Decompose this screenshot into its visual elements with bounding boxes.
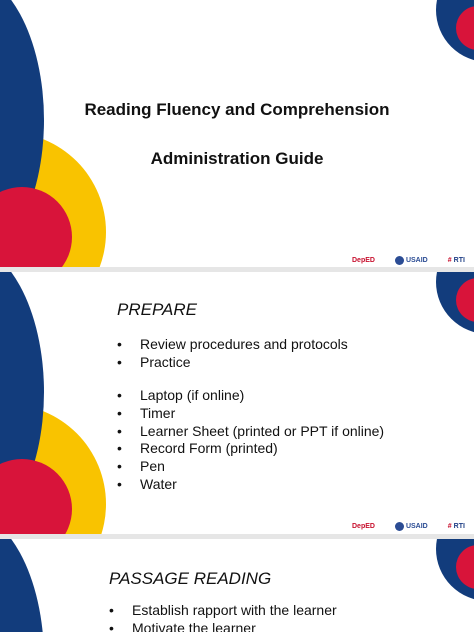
list-item: • Motivate the learner	[109, 619, 256, 632]
section-heading: PASSAGE READING	[109, 569, 272, 588]
list-item: • Pen	[117, 458, 165, 475]
rti-logo: # RTI	[447, 257, 465, 264]
slide-passage-reading	[0, 539, 474, 632]
prepare-list	[117, 336, 384, 494]
section-heading: PREPARE	[117, 300, 197, 319]
deped-logo: DepED	[352, 257, 375, 264]
partner-logos	[352, 256, 465, 265]
slide-prepare	[0, 272, 474, 534]
navy-shape	[0, 539, 44, 632]
list-item: • Laptop (if online)	[117, 387, 245, 404]
list-item: • Record Form (printed)	[117, 440, 278, 457]
list-item: • Review procedures and protocols	[117, 336, 348, 352]
passage-reading-list	[109, 602, 337, 632]
list-item: • Water	[117, 475, 177, 492]
slide-title	[0, 0, 474, 267]
list-item: • Establish rapport with the learner	[109, 602, 337, 618]
list-spacer	[117, 371, 384, 387]
partner-logos	[352, 522, 465, 531]
slide-title-line-2: Administration Guide	[150, 149, 324, 168]
decorative-shapes	[0, 0, 474, 267]
deped-logo: DepED	[352, 523, 375, 530]
usaid-logo: USAID	[395, 522, 428, 531]
list-item: • Timer	[117, 405, 176, 422]
usaid-logo: USAID	[395, 256, 428, 265]
rti-logo: # RTI	[447, 523, 465, 530]
list-item: • Practice	[117, 353, 191, 370]
list-item: • Learner Sheet (printed or PPT if online)	[117, 422, 385, 439]
slide-title-line-1: Reading Fluency and Comprehension	[84, 100, 390, 119]
